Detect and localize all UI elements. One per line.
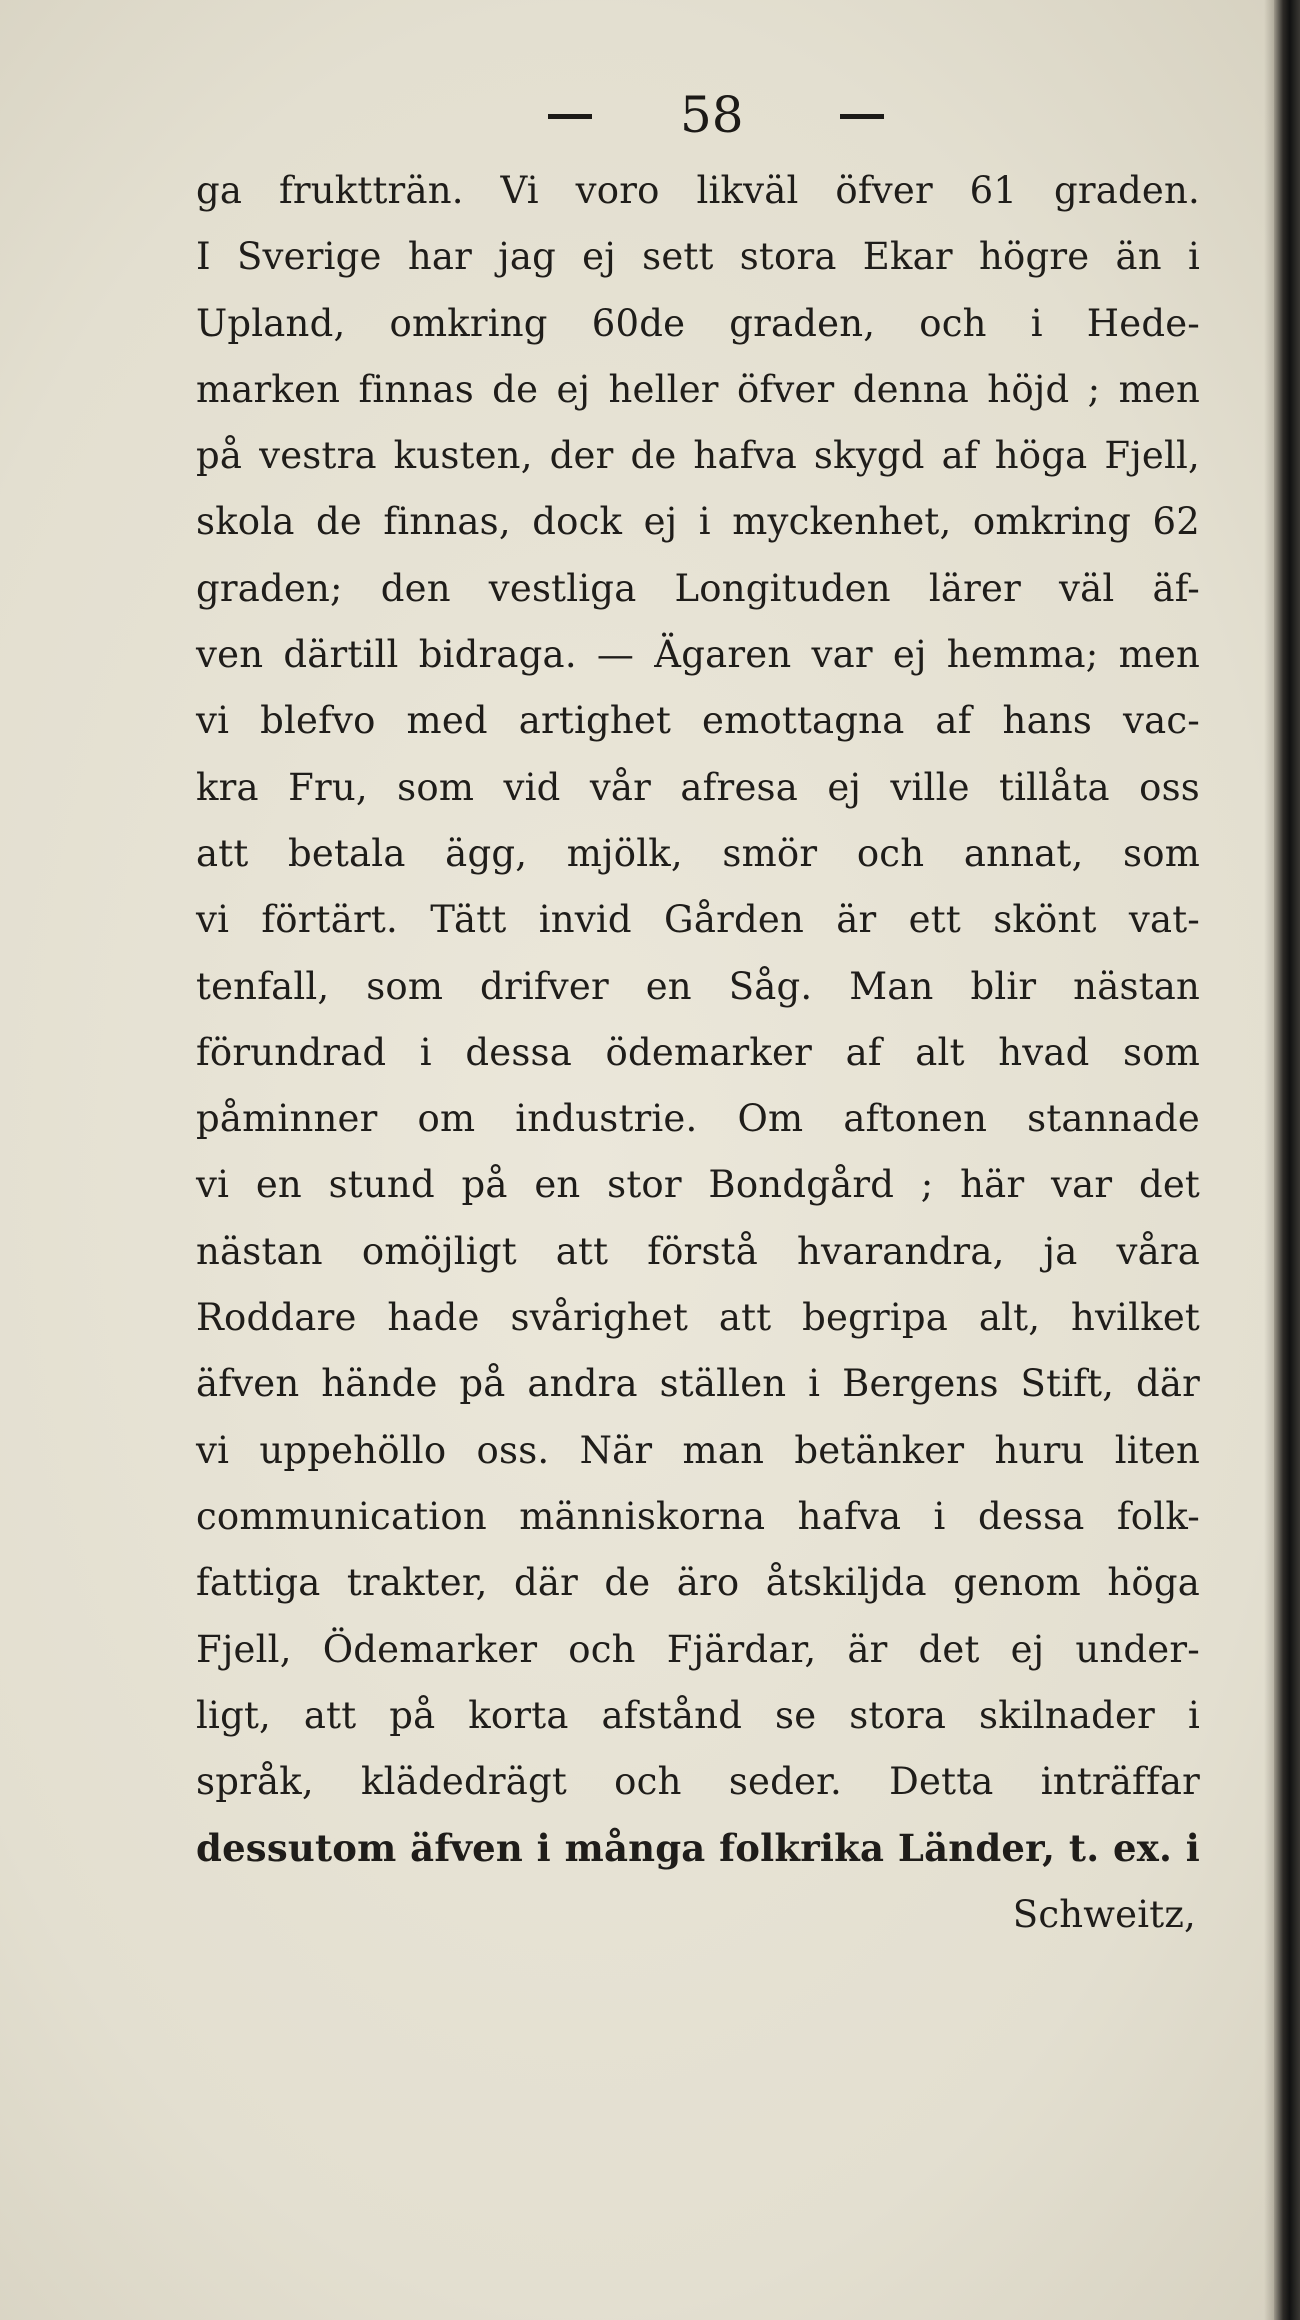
text-line: påminner om industrie. Om aftonen stannade xyxy=(196,1097,1200,1141)
gutter-shadow xyxy=(1264,0,1274,2320)
text-line: kra Fru, som vid vår afresa ej ville tillåta oss xyxy=(196,765,1200,809)
text-line: vi blefvo med artighet emottagna af hans vac- xyxy=(196,699,1200,743)
header-dash-left xyxy=(548,114,592,119)
text-line: marken finnas de ej heller öfver denna höjd ; men xyxy=(196,367,1200,411)
text-line: skola de finnas, dock ej i myckenhet, omkring 62 xyxy=(196,500,1200,544)
text-line: Fjell, Ödemarker och Fjärdar, är det ej under- xyxy=(196,1627,1200,1671)
text-line: tenfall, som drifver en Såg. Man blir nästan xyxy=(196,964,1200,1008)
text-line: I Sverige har jag ej sett stora Ekar högre än i xyxy=(196,235,1200,279)
text-line: att betala ägg, mjölk, smör och annat, som xyxy=(196,831,1200,875)
page-number: 58 xyxy=(680,86,744,144)
text-line: fattiga trakter, där de äro åtskiljda genom höga xyxy=(196,1561,1200,1605)
text-line: på vestra kusten, der de hafva skygd af höga Fjell, xyxy=(196,434,1200,478)
text-line: ligt, att på korta afstånd se stora skilnader i xyxy=(196,1693,1200,1737)
text-line: graden; den vestliga Longituden lärer väl äf- xyxy=(196,566,1200,610)
text-line: vi en stund på en stor Bondgård ; här var det xyxy=(196,1163,1200,1207)
text-line: nästan omöjligt att förstå hvarandra, ja våra xyxy=(196,1229,1200,1273)
text-line: Upland, omkring 60de graden, och i Hede- xyxy=(196,301,1200,345)
text-line: Roddare hade svårighet att begripa alt, hvilket xyxy=(196,1296,1200,1340)
catchword: Schweitz, xyxy=(1012,1892,1196,1936)
text-line: communication människorna hafva i dessa folk- xyxy=(196,1494,1200,1538)
body-text xyxy=(196,158,1200,1948)
text-line: vi förtärt. Tätt invid Gården är ett skönt vat- xyxy=(196,898,1200,942)
text-line: ven därtill bidraga. — Ägaren var ej hemma; men xyxy=(196,633,1200,677)
page-header xyxy=(0,80,1300,150)
text-line: dessutom äfven i många folkrika Länder, t. ex. i xyxy=(196,1826,1200,1871)
book-spine-edge xyxy=(1274,0,1300,2320)
text-line: ga fruktträn. Vi voro likväl öfver 61 graden. xyxy=(196,169,1200,212)
text-line: äfven hände på andra ställen i Bergens Stift, där xyxy=(196,1362,1200,1406)
text-line: språk, klädedrägt och seder. Detta inträffar xyxy=(196,1760,1200,1804)
header-dash-right xyxy=(840,114,884,119)
text-line: förundrad i dessa ödemarker af alt hvad som xyxy=(196,1030,1200,1074)
text-line: vi uppehöllo oss. När man betänker huru liten xyxy=(196,1428,1200,1472)
